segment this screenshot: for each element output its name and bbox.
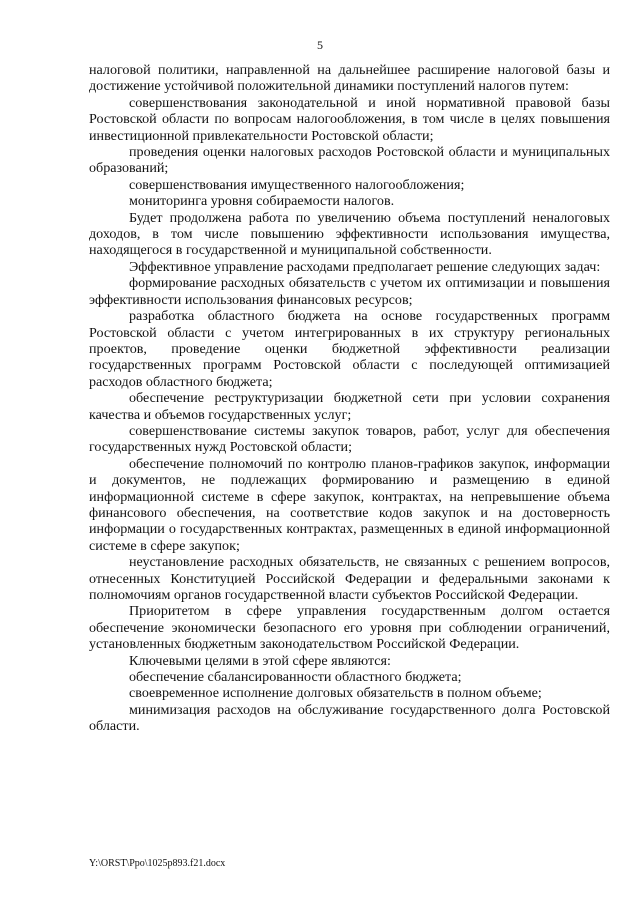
paragraph-7: Эффективное управление расходами предполагает решение следующих задач:: [129, 258, 601, 275]
paragraph-18: минимизация расходов на обслуживание государственного долга Ростовской области.: [89, 701, 610, 735]
paragraph-5: мониторинга уровня собираемости налогов.: [129, 193, 395, 210]
paragraph-12: обеспечение полномочий по контролю планов-графиков закупок, информации и документов, не подлежащих формированию и размещению в единой информационной системе в сфере закупок, контрактах, на непревышение объема финансового обеспечения, на соответствие кодов закупок и на достоверность информации о государственных контрактах, размещенных в единой информационной системе в сфере закупок;: [89, 455, 610, 554]
paragraph-8: формирование расходных обязательств с учетом их оптимизации и повышения эффективности использования финансовых ресурсов;: [89, 275, 610, 308]
paragraph-11: совершенствование системы закупок товаров, работ, услуг для обеспечения государственных нужд Ростовской области;: [89, 422, 610, 456]
paragraph-1: налоговой политики, направленной на дальнейшее расширение налоговой базы и достижение устойчивой положительной динамики поступлений налогов путем:: [89, 62, 610, 95]
paragraph-17: своевременное исполнение долговых обязательств в полном объеме;: [129, 685, 542, 702]
paragraph-9: разработка областного бюджета на основе государственных программ Ростовской области с учетом интегрированных в их структуру региональных проектов, проведение оценки бюджетной эффективности реализации государственных программ Ростовской области с последующей оптимизацией расходов областного бюджета;: [89, 308, 610, 390]
paragraph-3: проведения оценки налоговых расходов Ростовской области и муниципальных образований;: [89, 144, 610, 177]
document-body: [89, 62, 610, 735]
paragraph-2: совершенствования законодательной и иной нормативной правовой базы Ростовской области по вопросам налогообложения, в том числе в целях повышения инвестиционной привлекательности Ростовской области;: [89, 94, 610, 144]
page-number: 5: [317, 38, 323, 52]
paragraph-4: совершенствования имущественного налогообложения;: [129, 176, 465, 193]
footer-file-path: Y:\ORST\Ppo\1025p893.f21.docx: [89, 858, 226, 869]
paragraph-10: обеспечение реструктуризации бюджетной сети при условии сохранения качества и объемов государственных услуг;: [89, 390, 610, 423]
paragraph-13: неустановление расходных обязательств, не связанных с решением вопросов, отнесенных Конституцией Российской Федерации и федеральными законами к полномочиям органов государственной власти субъектов Российской Федерации.: [89, 554, 610, 603]
paragraph-6: Будет продолжена работа по увеличению объема поступлений неналоговых доходов, в том числе повышению эффективности использования имущества, находящегося в государственной и муниципальной собственности.: [89, 209, 610, 259]
paragraph-14: Приоритетом в сфере управления государственным долгом остается обеспечение экономически безопасного его уровня при соблюдении ограничений, установленных бюджетным законодательством Российской Федерации.: [89, 603, 610, 653]
paragraph-16: обеспечение сбалансированности областного бюджета;: [129, 669, 462, 686]
paragraph-15: Ключевыми целями в этой сфере являются:: [129, 652, 391, 669]
